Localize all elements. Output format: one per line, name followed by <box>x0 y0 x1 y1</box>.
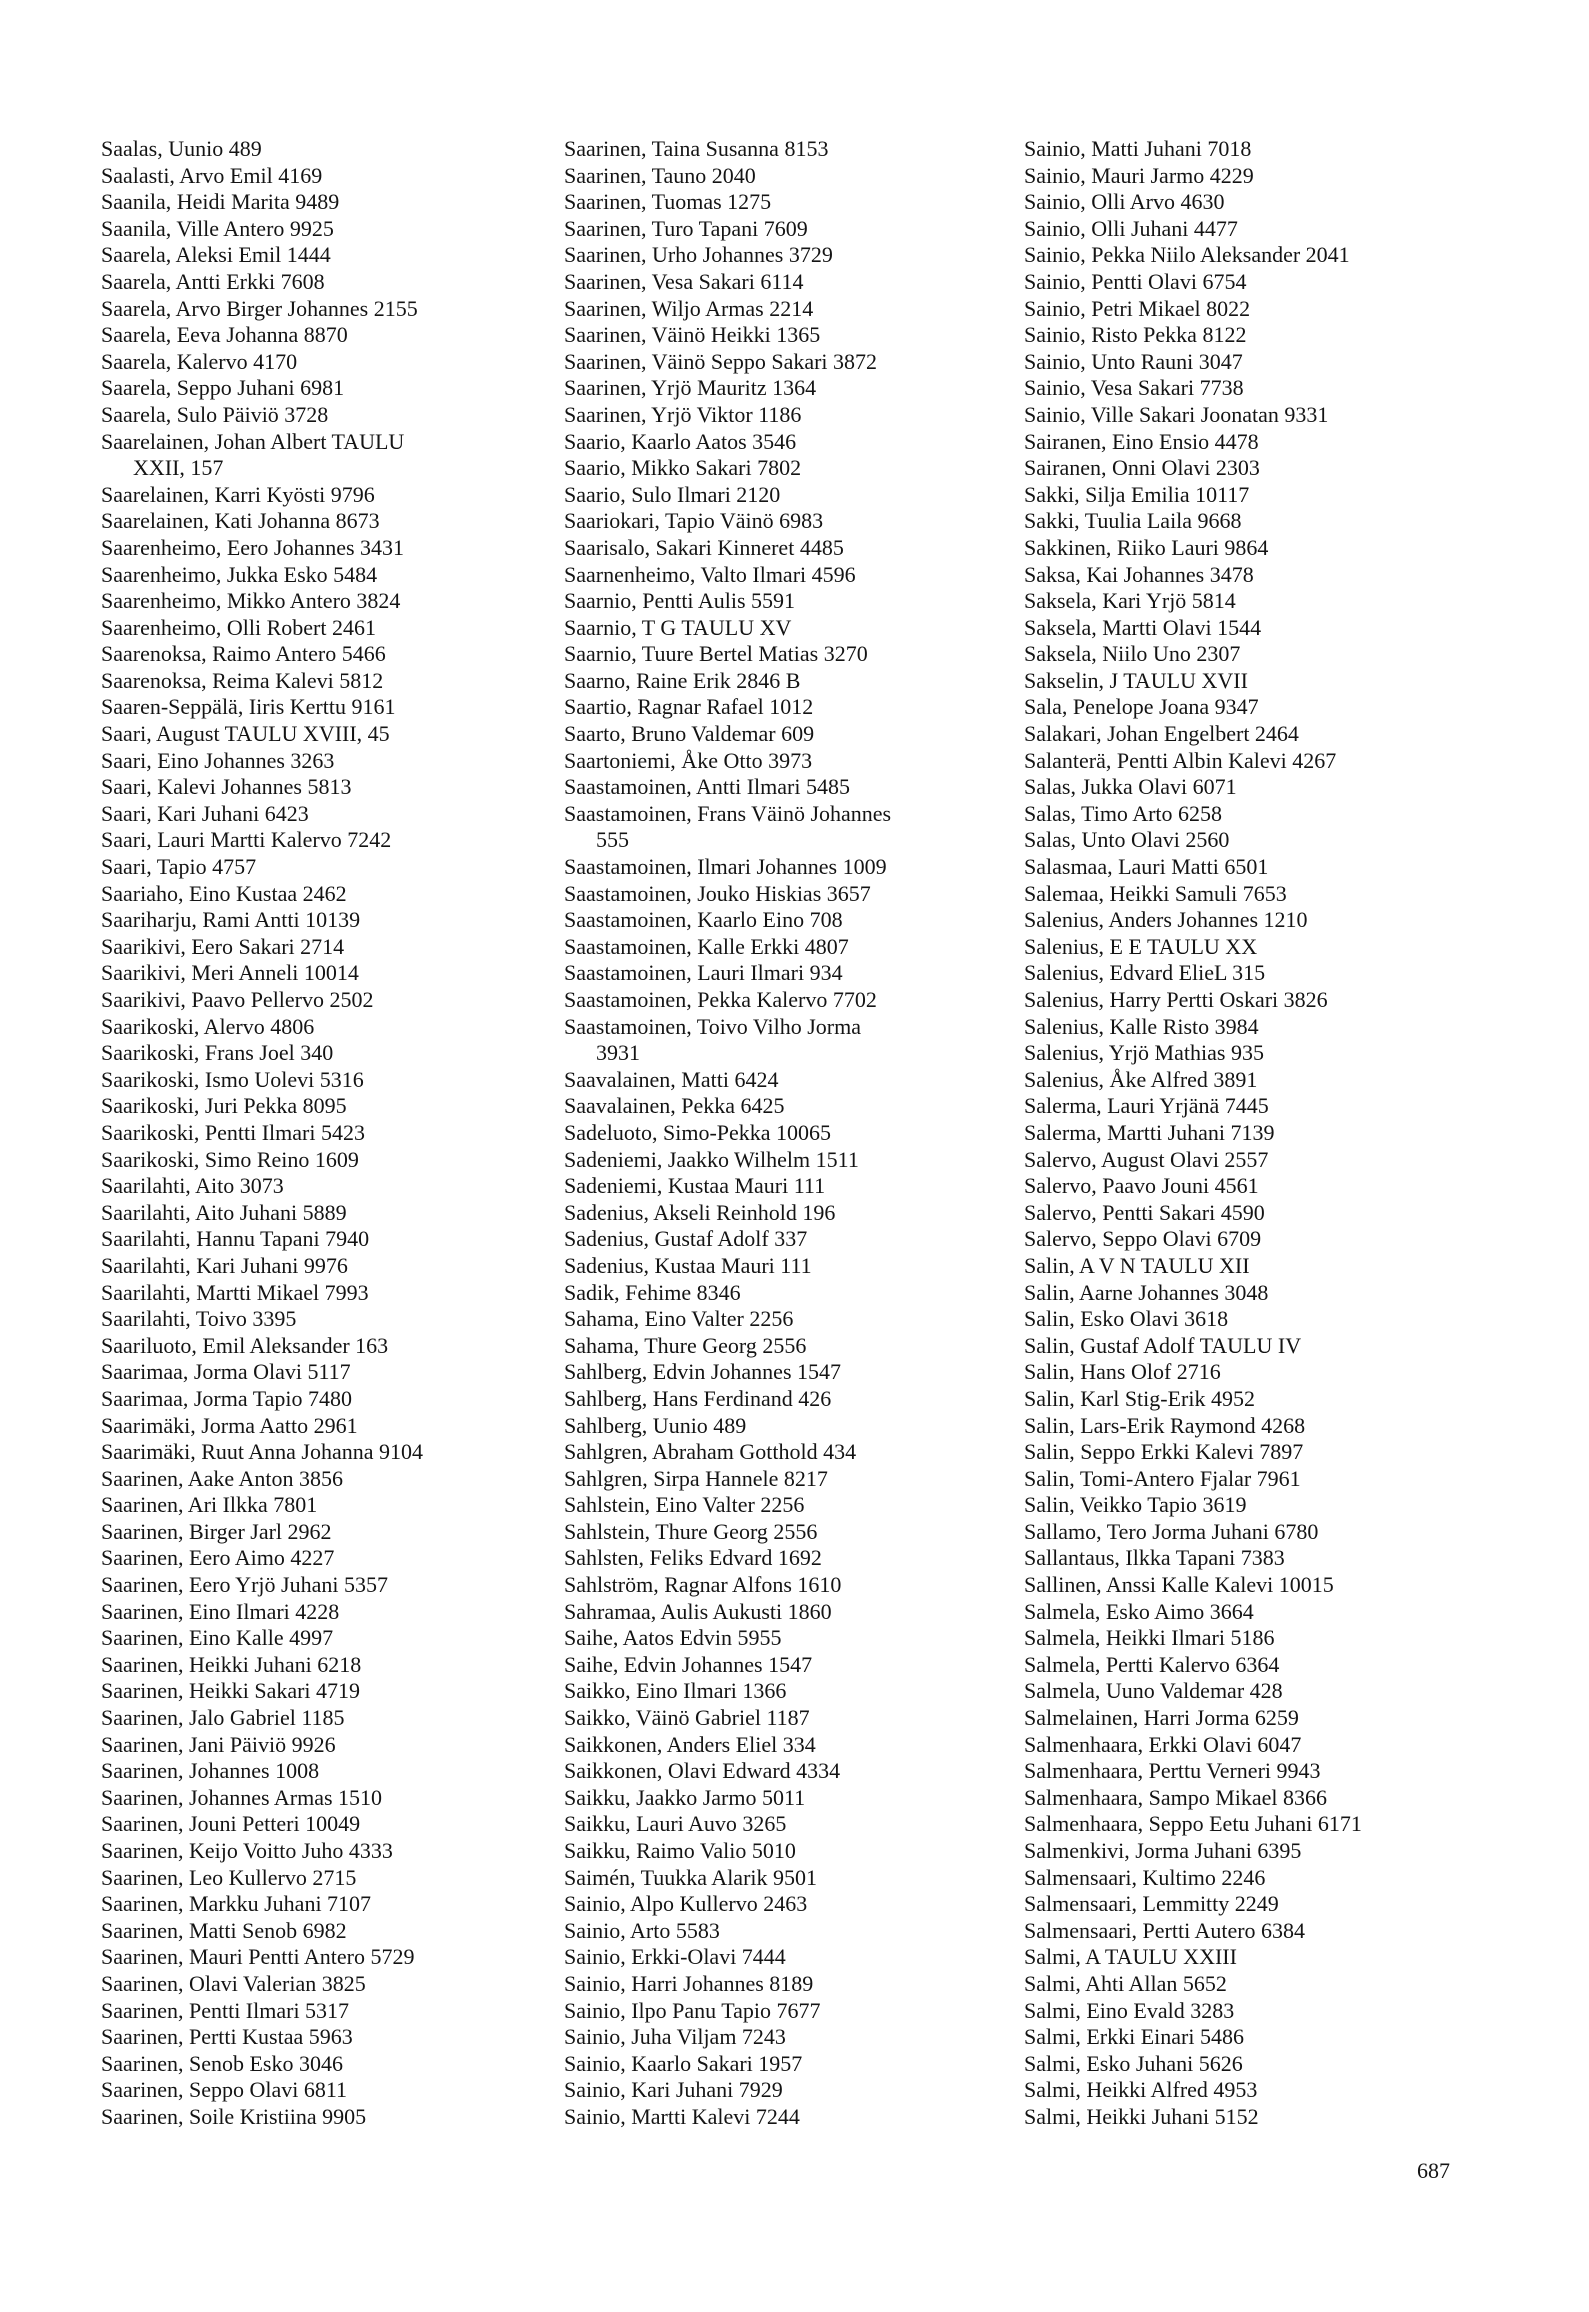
index-entry: Saarinen, Tauno 2040 <box>564 162 756 188</box>
index-entry: Sadenius, Akseli Reinhold 196 <box>564 1199 836 1225</box>
index-entry: Saari, Lauri Martti Kalervo 7242 <box>101 827 392 853</box>
index-entry: Saastamoinen, Kaarlo Eino 708 <box>564 907 843 933</box>
index-entry: Salmela, Heikki Ilmari 5186 <box>1024 1625 1275 1651</box>
index-entry: Saarikoski, Juri Pekka 8095 <box>101 1093 347 1119</box>
index-entry: Saarikoski, Ismo Uolevi 5316 <box>101 1066 364 1092</box>
index-entry: Saarimäki, Jorma Aatto 2961 <box>101 1412 358 1438</box>
index-entry: Sahlgren, Sirpa Hannele 8217 <box>564 1465 828 1491</box>
index-entry: Saihe, Aatos Edvin 5955 <box>564 1625 782 1651</box>
index-entry: Salenius, Anders Johannes 1210 <box>1024 907 1308 933</box>
index-entry: Sallinen, Anssi Kalle Kalevi 10015 <box>1024 1572 1334 1598</box>
index-entry: Saarikoski, Pentti Ilmari 5423 <box>101 1119 365 1145</box>
index-entry: Saarinen, Soile Kristiina 9905 <box>101 2103 367 2129</box>
index-entry: Saariaho, Eino Kustaa 2462 <box>101 880 347 906</box>
index-entry: Sahlgren, Abraham Gotthold 434 <box>564 1439 857 1465</box>
index-entry: Salin, Aarne Johannes 3048 <box>1024 1279 1269 1305</box>
index-column-3 <box>1024 136 1474 2131</box>
index-entry: Saarela, Seppo Juhani 6981 <box>101 375 345 401</box>
index-entry: Saarnio, T G TAULU XV <box>564 614 792 640</box>
index-entry: 3931 <box>596 1040 640 1066</box>
index-entry: Sainio, Erkki-Olavi 7444 <box>564 1944 786 1970</box>
index-entry: Saarikivi, Eero Sakari 2714 <box>101 933 345 959</box>
index-entry: Salin, Hans Olof 2716 <box>1024 1359 1221 1385</box>
index-entry: Salmensaari, Lemmitty 2249 <box>1024 1891 1279 1917</box>
index-entry: Saarinen, Matti Senob 6982 <box>101 1917 347 1943</box>
index-column-1 <box>101 136 541 2131</box>
index-entry: Sainio, Olli Arvo 4630 <box>1024 189 1225 215</box>
index-entry: Sala, Penelope Joana 9347 <box>1024 694 1259 720</box>
index-column-2 <box>564 136 1000 2131</box>
index-entry: Sahlström, Ragnar Alfons 1610 <box>564 1572 842 1598</box>
index-entry: Saarinen, Mauri Pentti Antero 5729 <box>101 1944 415 1970</box>
index-entry: Salmi, A TAULU XXIII <box>1024 1944 1237 1970</box>
index-entry: Sakki, Tuulia Laila 9668 <box>1024 508 1242 534</box>
index-entry: Saarinen, Jani Päiviö 9926 <box>101 1731 336 1757</box>
index-entry: Saarinen, Tuomas 1275 <box>564 189 772 215</box>
index-entry: Saari, Tapio 4757 <box>101 854 257 880</box>
index-entry: Saarinen, Johannes 1008 <box>101 1758 320 1784</box>
index-entry: Saarinen, Taina Susanna 8153 <box>564 136 829 161</box>
index-entry: Saarinen, Urho Johannes 3729 <box>564 242 833 268</box>
index-entry: Salmi, Ahti Allan 5652 <box>1024 1970 1227 1996</box>
index-entry: Saarinen, Väinö Heikki 1365 <box>564 322 821 348</box>
index-entry: Salmi, Heikki Alfred 4953 <box>1024 2077 1258 2103</box>
index-entry: Salmi, Eino Evald 3283 <box>1024 1997 1235 2023</box>
index-entry: Saalas, Uunio 489 <box>101 136 262 161</box>
index-entry: Saarinen, Leo Kullervo 2715 <box>101 1864 357 1890</box>
index-entry: Saavalainen, Pekka 6425 <box>564 1093 785 1119</box>
index-entry: Saastamoinen, Toivo Vilho Jorma <box>564 1013 861 1039</box>
index-entry: 555 <box>596 827 629 853</box>
index-entry: Saarinen, Ari Ilkka 7801 <box>101 1492 318 1518</box>
index-entry: Salanterä, Pentti Albin Kalevi 4267 <box>1024 747 1337 773</box>
index-entry: Saarilahti, Hannu Tapani 7940 <box>101 1226 370 1252</box>
index-entry: Salmela, Uuno Valdemar 428 <box>1024 1678 1283 1704</box>
index-entry: Salmensaari, Pertti Autero 6384 <box>1024 1917 1306 1943</box>
index-entry: Sahramaa, Aulis Aukusti 1860 <box>564 1598 832 1624</box>
index-entry: Saarinen, Eero Yrjö Juhani 5357 <box>101 1572 388 1598</box>
index-entry: Saarela, Aleksi Emil 1444 <box>101 242 331 268</box>
index-entry: Saaren-Seppälä, Iiris Kerttu 9161 <box>101 694 396 720</box>
index-entry: Saikkonen, Olavi Edward 4334 <box>564 1758 841 1784</box>
index-entry: Saarikivi, Paavo Pellervo 2502 <box>101 987 374 1012</box>
index-entry: Salas, Timo Arto 6258 <box>1024 800 1223 826</box>
index-entry: Sainio, Matti Juhani 7018 <box>1024 136 1252 161</box>
index-entry: Sahlberg, Hans Ferdinand 426 <box>564 1385 832 1411</box>
index-entry: Saariokari, Tapio Väinö 6983 <box>564 508 824 534</box>
index-entry: Saarinen, Vesa Sakari 6114 <box>564 268 804 294</box>
index-entry: Saastamoinen, Ilmari Johannes 1009 <box>564 854 887 880</box>
index-entry: Saarinen, Senob Esko 3046 <box>101 2050 343 2076</box>
index-entry: Sakkinen, Riiko Lauri 9864 <box>1024 534 1269 560</box>
index-entry: Saastamoinen, Frans Väinö Johannes <box>564 800 892 826</box>
index-entry: Salenius, E E TAULU XX <box>1024 933 1258 959</box>
index-entry: Sainio, Unto Rauni 3047 <box>1024 348 1243 374</box>
index-entry: Saariharju, Rami Antti 10139 <box>101 907 361 933</box>
index-entry: Saarinen, Eino Kalle 4997 <box>101 1625 334 1651</box>
index-entry: Sahama, Eino Valter 2256 <box>564 1306 794 1332</box>
index-entry: Salas, Unto Olavi 2560 <box>1024 827 1230 853</box>
index-entry: Saarinen, Turo Tapani 7609 <box>564 215 808 241</box>
index-entry: Saastamoinen, Pekka Kalervo 7702 <box>564 987 877 1012</box>
index-entry: Saarenheimo, Mikko Antero 3824 <box>101 588 401 614</box>
index-entry: Saarinen, Jalo Gabriel 1185 <box>101 1705 345 1731</box>
index-entry: Saarinen, Heikki Sakari 4719 <box>101 1678 361 1704</box>
index-entry: Saarela, Kalervo 4170 <box>101 348 298 374</box>
index-entry: Saarinen, Jouni Petteri 10049 <box>101 1811 361 1837</box>
index-entry: Sainio, Olli Juhani 4477 <box>1024 215 1238 241</box>
index-entry: Saarinen, Eero Aimo 4227 <box>101 1545 335 1571</box>
index-entry: Saarto, Bruno Valdemar 609 <box>564 721 815 747</box>
index-entry: Sainio, Juha Viljam 7243 <box>564 2024 786 2050</box>
index-entry: Sahlsten, Feliks Edvard 1692 <box>564 1545 822 1571</box>
index-entry: Salerma, Lauri Yrjänä 7445 <box>1024 1093 1269 1119</box>
index-entry: Sadeniemi, Jaakko Wilhelm 1511 <box>564 1146 859 1172</box>
index-entry: Salenius, Kalle Risto 3984 <box>1024 1013 1259 1039</box>
index-entry: Salenius, Yrjö Mathias 935 <box>1024 1040 1264 1066</box>
index-entry: Saksa, Kai Johannes 3478 <box>1024 561 1254 587</box>
index-entry: Sairanen, Eino Ensio 4478 <box>1024 428 1259 454</box>
index-entry: Sallantaus, Ilkka Tapani 7383 <box>1024 1545 1285 1571</box>
index-entry: Salin, Esko Olavi 3618 <box>1024 1306 1229 1332</box>
index-entry: Sadenius, Kustaa Mauri 111 <box>564 1252 812 1278</box>
index-entry: Saarikoski, Simo Reino 1609 <box>101 1146 359 1172</box>
index-entry: Saario, Sulo Ilmari 2120 <box>564 481 781 507</box>
index-entry: Sainio, Mauri Jarmo 4229 <box>1024 162 1254 188</box>
index-entry: Saarinen, Markku Juhani 7107 <box>101 1891 372 1917</box>
index-entry: Saarinen, Yrjö Mauritz 1364 <box>564 375 817 401</box>
index-entry: Salin, Karl Stig-Erik 4952 <box>1024 1385 1255 1411</box>
index-entry: Saarikivi, Meri Anneli 10014 <box>101 960 359 986</box>
index-entry: Saastamoinen, Lauri Ilmari 934 <box>564 960 843 986</box>
index-entry: Salmensaari, Kultimo 2246 <box>1024 1864 1266 1890</box>
index-entry: Sadeluoto, Simo-Pekka 10065 <box>564 1119 832 1145</box>
index-entry: Saarno, Raine Erik 2846 B <box>564 667 801 693</box>
index-entry: Saarilahti, Aito 3073 <box>101 1173 284 1199</box>
index-entry: Sainio, Alpo Kullervo 2463 <box>564 1891 808 1917</box>
index-entry: Sakki, Silja Emilia 10117 <box>1024 481 1250 507</box>
index-entry: XXII, 157 <box>133 455 224 481</box>
index-entry: Salmenhaara, Erkki Olavi 6047 <box>1024 1731 1302 1757</box>
index-entry: Saksela, Martti Olavi 1544 <box>1024 614 1262 640</box>
index-entry: Sainio, Vesa Sakari 7738 <box>1024 375 1244 401</box>
index-entry: Saario, Mikko Sakari 7802 <box>564 455 802 481</box>
index-entry: Saarenoksa, Raimo Antero 5466 <box>101 641 386 667</box>
index-entry: Saarinen, Eino Ilmari 4228 <box>101 1598 340 1624</box>
index-entry: Saarenheimo, Olli Robert 2461 <box>101 614 376 640</box>
index-entry: Salenius, Åke Alfred 3891 <box>1024 1066 1258 1092</box>
index-entry: Salmi, Heikki Juhani 5152 <box>1024 2103 1259 2129</box>
index-entry: Sainio, Kari Juhani 7929 <box>564 2077 783 2103</box>
index-entry: Saikkonen, Anders Eliel 334 <box>564 1731 816 1757</box>
index-entry: Sallamo, Tero Jorma Juhani 6780 <box>1024 1518 1319 1544</box>
index-entry: Salmela, Pertti Kalervo 6364 <box>1024 1651 1280 1677</box>
index-entry: Sainio, Kaarlo Sakari 1957 <box>564 2050 803 2076</box>
index-entry: Salmi, Esko Juhani 5626 <box>1024 2050 1243 2076</box>
index-entry: Saarimäki, Ruut Anna Johanna 9104 <box>101 1439 424 1465</box>
index-entry: Saarnio, Pentti Aulis 5591 <box>564 588 795 614</box>
index-entry: Saanila, Heidi Marita 9489 <box>101 189 340 215</box>
index-entry: Saarilahti, Kari Juhani 9976 <box>101 1252 348 1278</box>
index-entry: Salmenhaara, Perttu Verneri 9943 <box>1024 1758 1321 1784</box>
index-entry: Saarenoksa, Reima Kalevi 5812 <box>101 667 384 693</box>
index-entry: Salin, A V N TAULU XII <box>1024 1252 1250 1278</box>
index-entry: Saarilahti, Aito Juhani 5889 <box>101 1199 347 1225</box>
index-entry: Salenius, Harry Pertti Oskari 3826 <box>1024 987 1328 1012</box>
index-entry: Sakselin, J TAULU XVII <box>1024 667 1248 693</box>
index-entry: Saavalainen, Matti 6424 <box>564 1066 779 1092</box>
index-entry: Salervo, Seppo Olavi 6709 <box>1024 1226 1262 1252</box>
index-entry: Salin, Tomi-Antero Fjalar 7961 <box>1024 1465 1301 1491</box>
index-entry: Saarinen, Seppo Olavi 6811 <box>101 2077 348 2103</box>
index-entry: Sainio, Petri Mikael 8022 <box>1024 295 1251 321</box>
index-entry: Saario, Kaarlo Aatos 3546 <box>564 428 797 454</box>
index-entry: Saarinen, Aake Anton 3856 <box>101 1465 343 1491</box>
index-entry: Saikku, Raimo Valio 5010 <box>564 1838 796 1863</box>
index-entry: Sairanen, Onni Olavi 2303 <box>1024 455 1260 481</box>
index-entry: Saarnio, Tuure Bertel Matias 3270 <box>564 641 868 667</box>
index-entry: Sahlstein, Thure Georg 2556 <box>564 1518 818 1544</box>
index-entry: Sadenius, Gustaf Adolf 337 <box>564 1226 808 1252</box>
index-entry: Salemaa, Heikki Samuli 7653 <box>1024 880 1287 906</box>
index-entry: Saastamoinen, Antti Ilmari 5485 <box>564 774 850 800</box>
index-entry: Sahlberg, Edvin Johannes 1547 <box>564 1359 842 1385</box>
index-entry: Saarimaa, Jorma Olavi 5117 <box>101 1359 351 1385</box>
index-entry: Saarelainen, Kati Johanna 8673 <box>101 508 380 534</box>
index-entry: Saanila, Ville Antero 9925 <box>101 215 334 241</box>
index-entry: Sainio, Harri Johannes 8189 <box>564 1970 814 1996</box>
index-entry: Saarenheimo, Eero Johannes 3431 <box>101 534 405 560</box>
index-entry: Sainio, Pekka Niilo Aleksander 2041 <box>1024 242 1350 268</box>
index-entry: Saarnenheimo, Valto Ilmari 4596 <box>564 561 856 587</box>
page-number: 687 <box>1417 2158 1450 2183</box>
index-entry: Saari, Eino Johannes 3263 <box>101 747 335 773</box>
index-entry: Salasmaa, Lauri Matti 6501 <box>1024 854 1269 880</box>
index-entry: Saarinen, Johannes Armas 1510 <box>101 1784 383 1810</box>
index-entry: Salmela, Esko Aimo 3664 <box>1024 1598 1254 1624</box>
index-entry: Sahlberg, Uunio 489 <box>564 1412 747 1438</box>
index-entry: Saarelainen, Johan Albert TAULU <box>101 428 405 454</box>
index-entry: Sainio, Pentti Olavi 6754 <box>1024 268 1247 294</box>
index-entry: Saarikoski, Frans Joel 340 <box>101 1040 334 1066</box>
index-entry: Salmenkivi, Jorma Juhani 6395 <box>1024 1838 1302 1863</box>
index-entry: Salmi, Erkki Einari 5486 <box>1024 2024 1244 2050</box>
index-entry: Saarinen, Birger Jarl 2962 <box>101 1518 332 1544</box>
index-entry: Salervo, Paavo Jouni 4561 <box>1024 1173 1259 1199</box>
index-entry: Salerma, Martti Juhani 7139 <box>1024 1119 1275 1145</box>
index-entry: Saari, August TAULU XVIII, 45 <box>101 721 390 747</box>
index-entry: Sahama, Thure Georg 2556 <box>564 1332 807 1358</box>
index-entry: Saalasti, Arvo Emil 4169 <box>101 162 323 188</box>
index-entry: Saari, Kalevi Johannes 5813 <box>101 774 352 800</box>
index-entry: Saikku, Jaakko Jarmo 5011 <box>564 1784 806 1810</box>
index-entry: Saikko, Eino Ilmari 1366 <box>564 1678 787 1704</box>
index-entry: Saarinen, Keijo Voitto Juho 4333 <box>101 1838 393 1863</box>
index-entry: Saarela, Arvo Birger Johannes 2155 <box>101 295 418 321</box>
index-entry: Saarinen, Pentti Ilmari 5317 <box>101 1997 350 2023</box>
index-entry: Sadik, Fehime 8346 <box>564 1279 741 1305</box>
index-entry: Saastamoinen, Jouko Hiskias 3657 <box>564 880 871 906</box>
index-entry: Salenius, Edvard ElieL 315 <box>1024 960 1266 986</box>
index-entry: Saartio, Ragnar Rafael 1012 <box>564 694 814 720</box>
index-entry: Saimén, Tuukka Alarik 9501 <box>564 1864 818 1890</box>
index-entry: Saksela, Kari Yrjö 5814 <box>1024 588 1236 614</box>
index-entry: Salmenhaara, Sampo Mikael 8366 <box>1024 1784 1328 1810</box>
index-entry: Saksela, Niilo Uno 2307 <box>1024 641 1241 667</box>
index-entry: Saarimaa, Jorma Tapio 7480 <box>101 1385 352 1411</box>
index-entry: Salmenhaara, Seppo Eetu Juhani 6171 <box>1024 1811 1362 1837</box>
index-entry: Salas, Jukka Olavi 6071 <box>1024 774 1237 800</box>
index-entry: Sainio, Arto 5583 <box>564 1917 720 1943</box>
index-entry: Saarilahti, Toivo 3395 <box>101 1306 297 1332</box>
index-entry: Sainio, Risto Pekka 8122 <box>1024 322 1247 348</box>
index-entry: Saarela, Sulo Päiviö 3728 <box>101 401 329 427</box>
index-entry: Saarenheimo, Jukka Esko 5484 <box>101 561 378 587</box>
index-entry: Salin, Gustaf Adolf TAULU IV <box>1024 1332 1302 1358</box>
index-entry: Saihe, Edvin Johannes 1547 <box>564 1651 813 1677</box>
index-entry: Salervo, Pentti Sakari 4590 <box>1024 1199 1265 1225</box>
index-entry: Saarinen, Pertti Kustaa 5963 <box>101 2024 353 2050</box>
index-entry: Saari, Kari Juhani 6423 <box>101 800 309 826</box>
index-entry: Salervo, August Olavi 2557 <box>1024 1146 1269 1172</box>
index-entry: Saikku, Lauri Auvo 3265 <box>564 1811 787 1837</box>
index-entry: Salin, Lars-Erik Raymond 4268 <box>1024 1412 1306 1438</box>
index-entry: Saarinen, Olavi Valerian 3825 <box>101 1970 366 1996</box>
index-entry: Saarela, Eeva Johanna 8870 <box>101 322 348 348</box>
index-entry: Saikko, Väinö Gabriel 1187 <box>564 1705 810 1731</box>
index-entry: Sainio, Ville Sakari Joonatan 9331 <box>1024 401 1329 427</box>
index-entry: Sainio, Ilpo Panu Tapio 7677 <box>564 1997 821 2023</box>
index-entry: Saarinen, Yrjö Viktor 1186 <box>564 401 802 427</box>
index-entry: Saarinen, Wiljo Armas 2214 <box>564 295 814 321</box>
index-entry: Saarinen, Heikki Juhani 6218 <box>101 1651 362 1677</box>
index-entry: Saartoniemi, Åke Otto 3973 <box>564 747 813 773</box>
index-entry: Saarikoski, Alervo 4806 <box>101 1013 315 1039</box>
index-entry: Salakari, Johan Engelbert 2464 <box>1024 721 1299 747</box>
index-entry: Salmelainen, Harri Jorma 6259 <box>1024 1705 1299 1731</box>
index-entry: Saarela, Antti Erkki 7608 <box>101 268 325 294</box>
index-entry: Saarisalo, Sakari Kinneret 4485 <box>564 534 844 560</box>
index-entry: Sadeniemi, Kustaa Mauri 111 <box>564 1173 826 1199</box>
index-entry: Salin, Veikko Tapio 3619 <box>1024 1492 1247 1518</box>
index-entry: Saariluoto, Emil Aleksander 163 <box>101 1332 389 1358</box>
index-entry: Saarinen, Väinö Seppo Sakari 3872 <box>564 348 878 374</box>
index-entry: Sahlstein, Eino Valter 2256 <box>564 1492 805 1518</box>
index-entry: Sainio, Martti Kalevi 7244 <box>564 2103 800 2129</box>
index-entry: Saarilahti, Martti Mikael 7993 <box>101 1279 369 1305</box>
index-entry: Saarelainen, Karri Kyösti 9796 <box>101 481 375 507</box>
index-entry: Salin, Seppo Erkki Kalevi 7897 <box>1024 1439 1304 1465</box>
index-entry: Saastamoinen, Kalle Erkki 4807 <box>564 933 849 959</box>
